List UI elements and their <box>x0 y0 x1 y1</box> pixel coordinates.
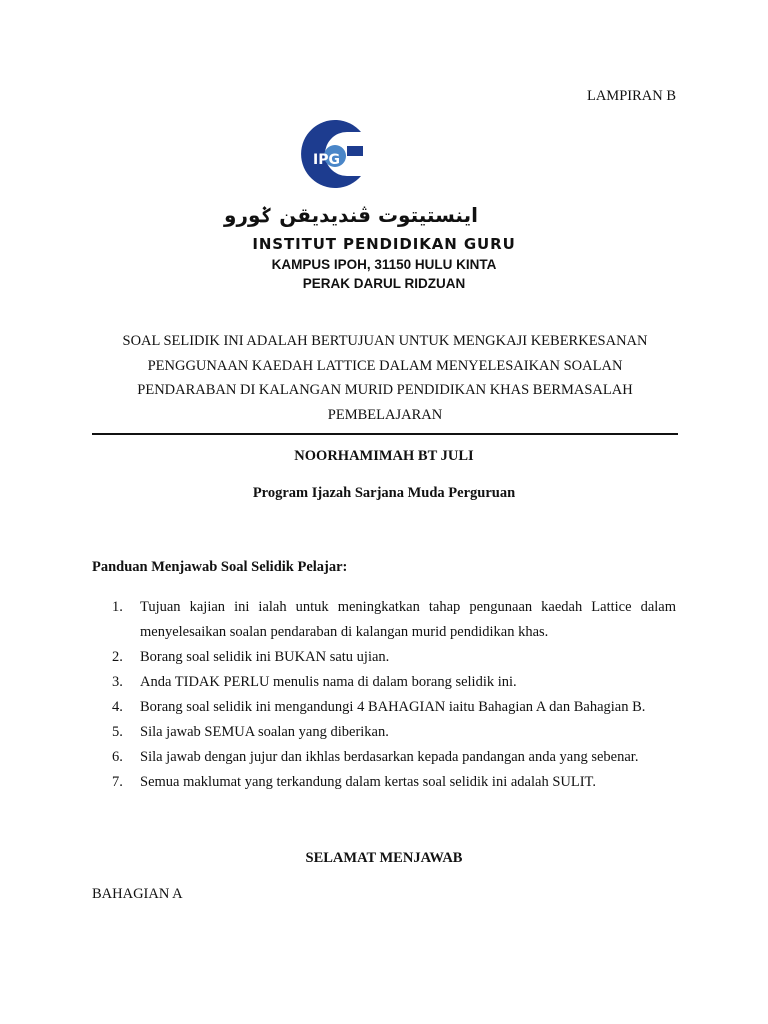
list-item-number: 1. <box>112 599 123 615</box>
survey-purpose <box>92 329 678 427</box>
list-item <box>92 695 676 720</box>
purpose-line: PENDARABAN DI KALANGAN MURID PENDIDIKAN KHAS BERMASALAH <box>137 382 633 398</box>
list-item-text: Sila jawab SEMUA soalan yang diberikan. <box>140 724 389 740</box>
purpose-line: SOAL SELIDIK INI ADALAH BERTUJUAN UNTUK MENGKAJI KEBERKESANAN <box>122 333 648 349</box>
campus-address: KAMPUS IPOH, 31150 HULU KINTA <box>271 257 497 272</box>
horizontal-divider <box>92 433 678 435</box>
list-item <box>92 595 676 645</box>
section-label: BAHAGIAN A <box>92 886 183 902</box>
guide-list <box>92 595 676 795</box>
list-item-text: Sila jawab dengan jujur dan ikhlas berdasarkan kepada pandangan anda yang sebenar. <box>140 749 639 765</box>
list-item-number: 5. <box>112 724 123 740</box>
list-item <box>92 770 676 795</box>
list-item-number: 7. <box>112 774 123 790</box>
state-address: PERAK DARUL RIDZUAN <box>302 276 466 291</box>
list-item <box>92 720 676 745</box>
list-item-text: Tujuan kajian ini ialah untuk meningkatkan tahap pengunaan kaedah Lattice dalam menyelesaikan soalan pendaraban di kalangan murid pendidikan khas. <box>140 599 676 640</box>
list-item-number: 6. <box>112 749 123 765</box>
program-name: Program Ijazah Sarjana Muda Perguruan <box>252 485 516 501</box>
list-item-text: Semua maklumat yang terkandung dalam kertas soal selidik ini adalah SULIT. <box>140 774 596 790</box>
institution-name: INSTITUT PENDIDIKAN GURU <box>252 235 516 253</box>
list-item-text: Borang soal selidik ini mengandungi 4 BAHAGIAN iaitu Bahagian A dan Bahagian B. <box>140 699 646 715</box>
purpose-line: PENGGUNAAN KAEDAH LATTICE DALAM MENYELESAIKAN SOALAN <box>147 357 623 374</box>
list-item <box>92 645 676 670</box>
list-item-number: 3. <box>112 674 123 690</box>
ipg-logo <box>295 118 367 190</box>
closing-text: SELAMAT MENJAWAB <box>305 850 463 866</box>
list-item-number: 2. <box>112 649 123 665</box>
list-item-number: 4. <box>112 699 123 715</box>
jawi-logotype <box>222 196 480 232</box>
appendix-label: LAMPIRAN B <box>586 88 676 104</box>
guide-heading: Panduan Menjawab Soal Selidik Pelajar: <box>92 559 348 575</box>
ipg-logo-text: IPG <box>313 152 340 168</box>
list-item-text: Borang soal selidik ini BUKAN satu ujian. <box>140 649 390 665</box>
purpose-line: PEMBELAJARAN <box>327 406 443 423</box>
list-item <box>92 745 676 770</box>
list-item-text: Anda TIDAK PERLU menulis nama di dalam borang selidik ini. <box>140 674 517 690</box>
list-item <box>92 670 676 695</box>
author-name: NOORHAMIMAH BT JULI <box>294 448 474 464</box>
svg-text:اينستيتوت ڤنديديقن ݢورو: اينستيتوت ڤنديديقن ݢورو <box>224 203 478 227</box>
